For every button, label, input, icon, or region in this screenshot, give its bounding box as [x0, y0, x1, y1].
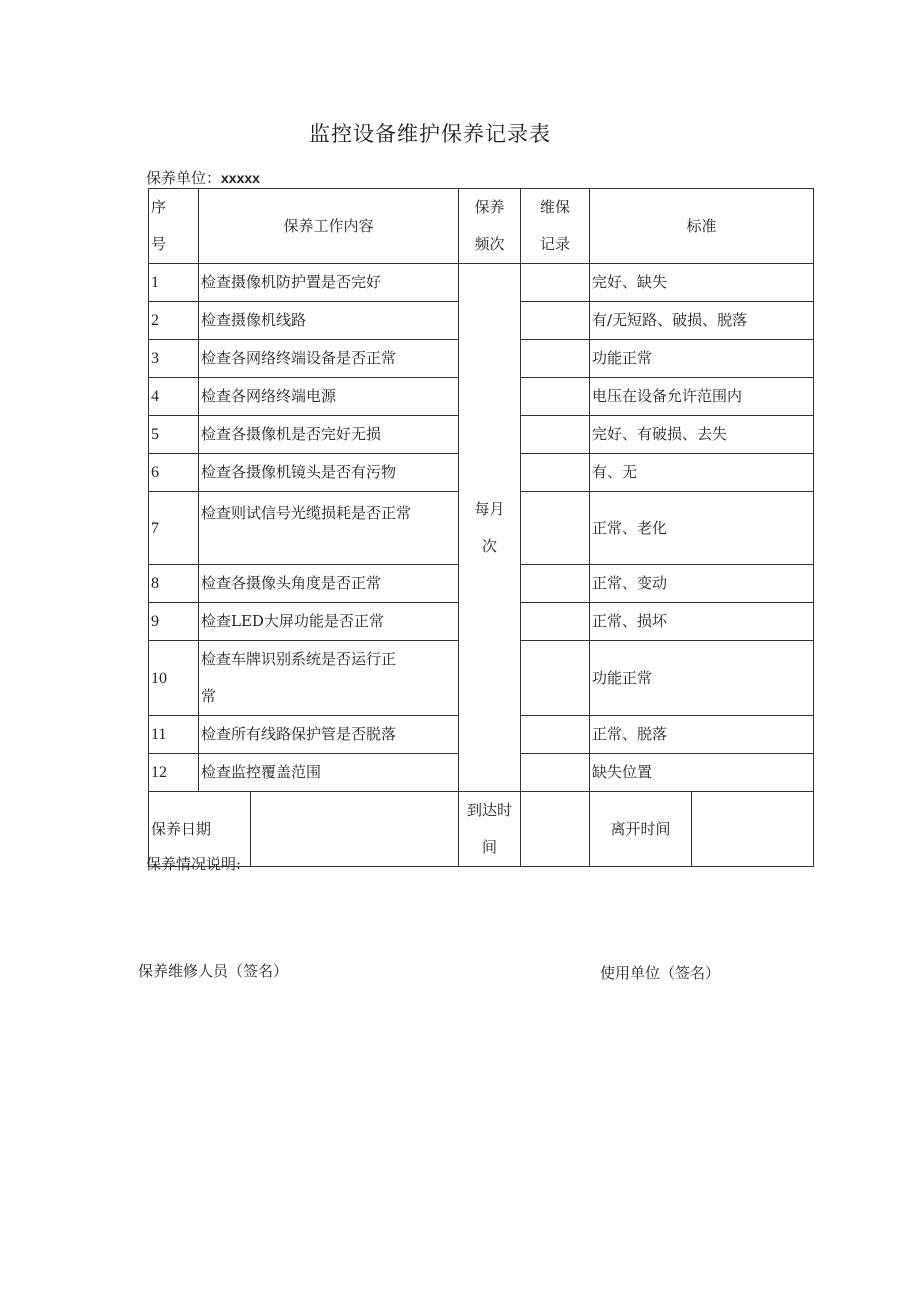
row-standard: 完好、缺失 [590, 264, 814, 302]
record-cell[interactable] [521, 754, 590, 792]
row-number: 3 [149, 340, 199, 378]
row-content: 检查所有线路保护管是否脱落 [199, 716, 459, 754]
record-cell[interactable] [521, 492, 590, 565]
footer-row [149, 792, 814, 867]
row-standard: 正常、老化 [590, 492, 814, 565]
frequency-line-1: 每月 [474, 499, 505, 518]
record-cell[interactable] [521, 565, 590, 603]
row-number: 10 [149, 641, 199, 716]
row-standard: 正常、变动 [590, 565, 814, 603]
table-header-row [149, 189, 814, 264]
leave-time-field[interactable] [692, 792, 814, 867]
record-cell[interactable] [521, 302, 590, 340]
record-cell[interactable] [521, 454, 590, 492]
row-number: 2 [149, 302, 199, 340]
row-standard: 功能正常 [590, 641, 814, 716]
record-cell[interactable] [521, 603, 590, 641]
maintenance-notes-label: 保养情况说明: [146, 855, 242, 873]
frequency-cell [459, 264, 521, 792]
row-content: 检查摄像机防护置是否完好 [199, 264, 459, 302]
record-cell[interactable] [521, 340, 590, 378]
row-standard: 正常、损坏 [590, 603, 814, 641]
record-cell[interactable] [521, 264, 590, 302]
row-standard: 有/无短路、破损、脱落 [590, 302, 814, 340]
row-content: 检查各摄像头角度是否正常 [199, 565, 459, 603]
row-content: 检查监控覆盖范围 [199, 754, 459, 792]
unit-label: 保养单位： [146, 169, 222, 187]
row-number: 5 [149, 416, 199, 454]
user-unit-signature: 使用单位（签名） [600, 964, 721, 982]
date-field[interactable] [251, 792, 459, 867]
header-standard: 标准 [590, 189, 814, 264]
row-number: 11 [149, 716, 199, 754]
row-content: 检查各摄像机是否完好无损 [199, 416, 459, 454]
row-standard: 完好、有破损、去失 [590, 416, 814, 454]
row-number: 6 [149, 454, 199, 492]
maintenance-unit [146, 167, 260, 188]
arrival-time-field[interactable] [521, 792, 590, 867]
row-standard: 缺失位置 [590, 754, 814, 792]
row-content: 检查LED大屏功能是否正常 [199, 603, 459, 641]
header-seq: 序 号 [149, 189, 199, 264]
row-standard: 功能正常 [590, 340, 814, 378]
row-standard: 有、无 [590, 454, 814, 492]
record-cell[interactable] [521, 641, 590, 716]
row-content: 检查各网络终端电源 [199, 378, 459, 416]
record-cell[interactable] [521, 378, 590, 416]
row-number: 7 [149, 492, 199, 565]
row-content: 检查摄像机线路 [199, 302, 459, 340]
row-number: 4 [149, 378, 199, 416]
row-number: 8 [149, 565, 199, 603]
row-number: 1 [149, 264, 199, 302]
unit-value: xxxxx [221, 170, 260, 186]
row-content: 检查各摄像机镜头是否有污物 [199, 454, 459, 492]
arrival-time-label: 到达时 间 [459, 792, 521, 867]
date-label: 保养日期 [149, 792, 251, 867]
row-number: 12 [149, 754, 199, 792]
record-cell[interactable] [521, 416, 590, 454]
maintainer-signature: 保养维修人员（签名） [138, 962, 289, 980]
header-frequency: 保养 频次 [459, 189, 521, 264]
leave-time-label: 离开时间 [590, 792, 692, 867]
row-content: 检查各网络终端设备是否正常 [199, 340, 459, 378]
header-record: 维保 记录 [521, 189, 590, 264]
record-cell[interactable] [521, 716, 590, 754]
row-standard: 正常、脱落 [590, 716, 814, 754]
maintenance-record-table [148, 188, 814, 867]
row-content: 检查车牌识别系统是否运行正 常 [199, 641, 459, 716]
table-row [149, 264, 814, 302]
header-content: 保养工作内容 [199, 189, 459, 264]
row-number: 9 [149, 603, 199, 641]
frequency-line-2: 次 [482, 536, 498, 555]
row-content: 检查则试信号光缆损耗是否正常 [199, 492, 459, 565]
page-title: 监控设备维护保养记录表 [309, 122, 551, 146]
row-standard: 电压在设备允许范围内 [590, 378, 814, 416]
